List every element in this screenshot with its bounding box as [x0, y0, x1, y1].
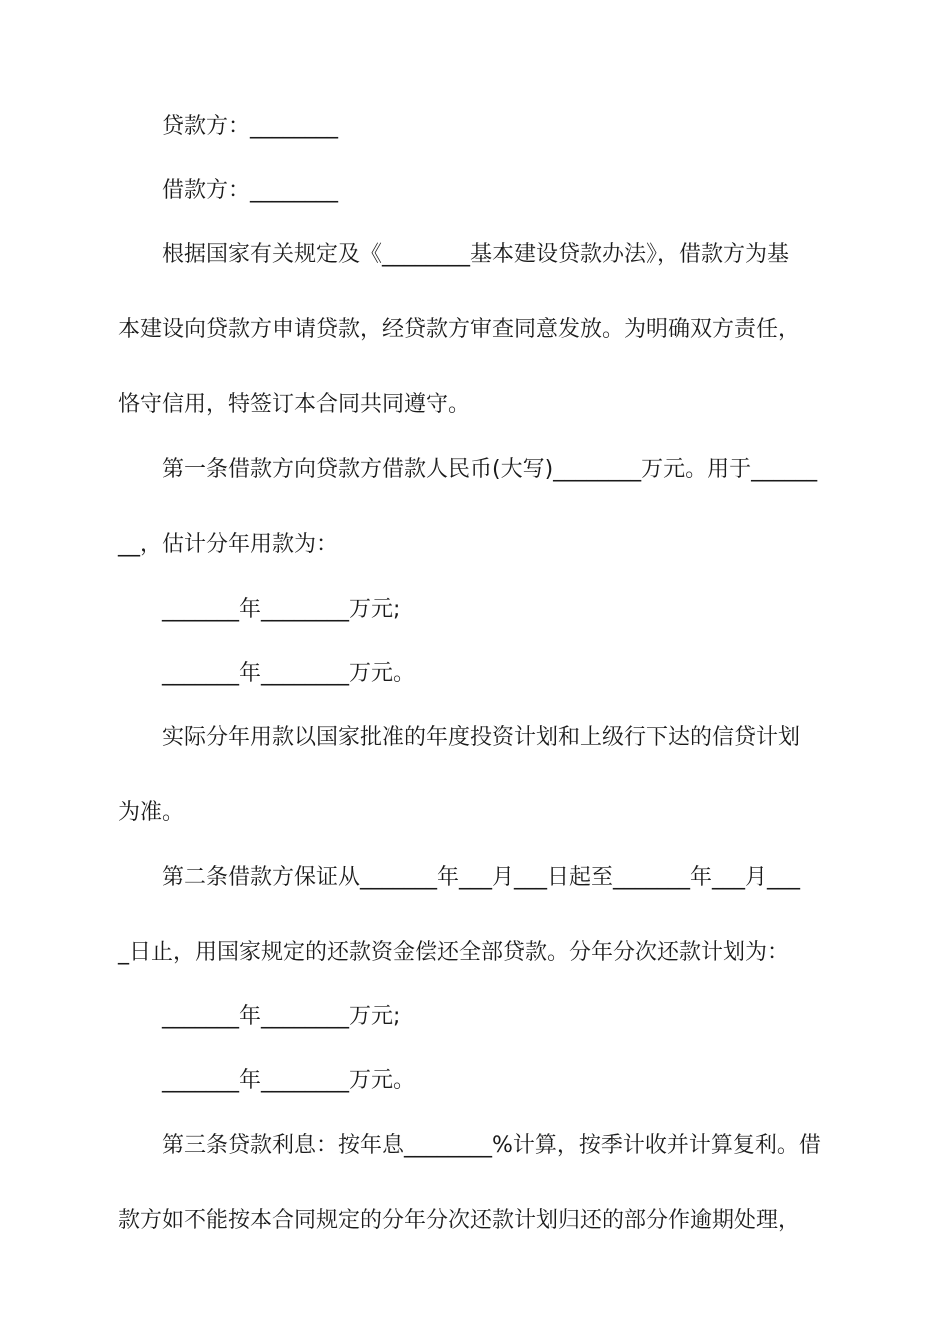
preamble-line-1: 根据国家有关规定及《________基本建设贷款办法》，借款方为基 — [162, 242, 790, 267]
usage-plan-line-2: _______年________万元。 — [162, 661, 416, 686]
usage-note-line-1: 实际分年用款以国家批准的年度投资计划和上级行下达的信贷计划 — [162, 725, 801, 750]
preamble-line-2: 本建设向贷款方申请贷款，经贷款方审查同意发放。为明确双方责任， — [118, 317, 801, 342]
repayment-plan-line-1: _______年________万元; — [162, 1004, 401, 1029]
lender-line: 贷款方：________ — [162, 114, 339, 139]
article-2-line-2: _日止，用国家规定的还款资金偿还全部贷款。分年分次还款计划为： — [118, 940, 790, 965]
preamble-line-3: 恪守信用，特签订本合同共同遵守。 — [118, 392, 471, 417]
usage-note-line-2: 为准。 — [118, 800, 185, 825]
article-1-line-2: __，估计分年用款为： — [118, 532, 339, 557]
article-1-line-1: 第一条借款方向贷款方借款人民币(大写)________万元。用于______ — [162, 457, 818, 482]
article-3-line-1: 第三条贷款利息：按年息________%计算，按季计收并计算复利。借 — [162, 1133, 821, 1158]
borrower-line: 借款方：________ — [162, 178, 339, 203]
article-2-line-1: 第二条借款方保证从_______年___月___日起至_______年___月___ — [162, 865, 801, 890]
article-3-line-2: 款方如不能按本合同规定的分年分次还款计划归还的部分作逾期处理， — [118, 1208, 801, 1233]
usage-plan-line-1: _______年________万元; — [162, 597, 401, 622]
repayment-plan-line-2: _______年________万元。 — [162, 1068, 416, 1093]
